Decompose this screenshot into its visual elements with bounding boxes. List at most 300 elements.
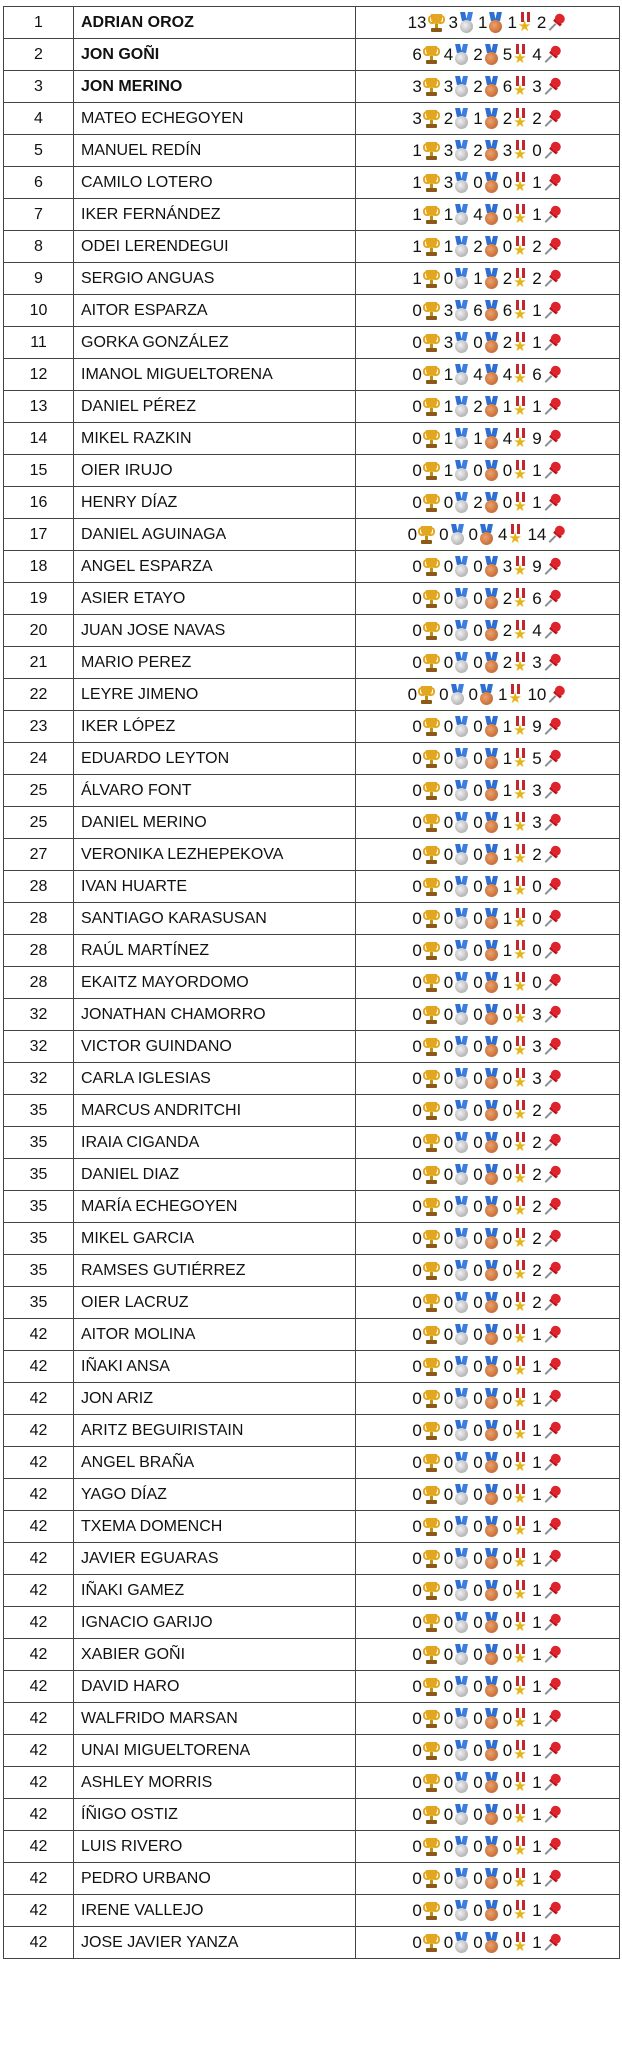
trophy-count-value: 6 xyxy=(412,44,422,64)
medals-cell xyxy=(356,1767,620,1799)
bronze-medal-icon xyxy=(484,1740,499,1762)
military-medal-icon: ★ xyxy=(513,236,528,258)
bronze-count-value: 0 xyxy=(473,1356,483,1376)
trophy-icon xyxy=(423,1037,440,1057)
military-medal-icon: ★ xyxy=(513,1868,528,1890)
military-count xyxy=(503,332,528,354)
bronze-count xyxy=(473,1900,498,1922)
military-count-value: 0 xyxy=(502,1900,513,1920)
trophy-count-value: 0 xyxy=(412,332,422,352)
bronze-count xyxy=(473,1932,498,1954)
pin-count xyxy=(532,1901,562,1921)
military-count xyxy=(503,1580,528,1602)
military-count xyxy=(503,1356,528,1378)
silver-count-value: 0 xyxy=(443,1324,454,1344)
bronze-count-value: 0 xyxy=(473,1836,483,1856)
military-count-value: 0 xyxy=(502,492,513,512)
player-name-cell: ARITZ BEGUIRISTAIN xyxy=(74,1415,356,1447)
pushpin-icon xyxy=(543,909,563,929)
silver-medal-icon xyxy=(454,1612,469,1634)
silver-count-value: 0 xyxy=(443,1676,454,1696)
bronze-count xyxy=(473,1772,498,1794)
bronze-count xyxy=(473,1068,498,1090)
pin-count-value: 1 xyxy=(532,492,542,512)
trophy-icon xyxy=(423,301,440,321)
military-count-value: 0 xyxy=(502,1196,513,1216)
trophy-count-value: 0 xyxy=(412,492,422,512)
silver-count xyxy=(444,44,469,66)
pin-count-value: 1 xyxy=(532,1516,542,1536)
table-row xyxy=(4,1767,620,1799)
pin-count xyxy=(532,589,562,609)
silver-count-value: 0 xyxy=(443,1580,454,1600)
military-count-value: 1 xyxy=(502,940,513,960)
military-count xyxy=(503,300,528,322)
trophy-icon xyxy=(423,1133,440,1153)
table-row xyxy=(4,103,620,135)
bronze-medal-icon xyxy=(484,236,499,258)
silver-medal-icon xyxy=(454,716,469,738)
bronze-count-value: 0 xyxy=(473,1164,483,1184)
silver-count-value: 0 xyxy=(443,1804,454,1824)
trophy-count xyxy=(412,813,439,833)
military-count xyxy=(503,1708,528,1730)
trophy-icon xyxy=(423,1229,440,1249)
military-medal-icon: ★ xyxy=(513,1004,528,1026)
pin-count-value: 1 xyxy=(532,1612,542,1632)
trophy-count xyxy=(412,1037,439,1057)
military-count-value: 1 xyxy=(502,748,513,768)
rank-cell: 42 xyxy=(4,1703,74,1735)
military-count xyxy=(503,620,528,642)
table-row xyxy=(4,1095,620,1127)
medals-cell xyxy=(356,1223,620,1255)
military-count xyxy=(503,1932,528,1954)
military-medal-icon: ★ xyxy=(513,332,528,354)
military-medal-icon: ★ xyxy=(513,1708,528,1730)
pin-count-value: 1 xyxy=(532,1740,542,1760)
silver-medal-icon xyxy=(454,428,469,450)
silver-count xyxy=(444,620,469,642)
player-name-cell: YAGO DÍAZ xyxy=(74,1479,356,1511)
bronze-medal-icon xyxy=(484,812,499,834)
military-medal-icon: ★ xyxy=(513,588,528,610)
military-count-value: 5 xyxy=(502,44,513,64)
trophy-count xyxy=(412,141,439,161)
pin-count xyxy=(532,1581,562,1601)
table-row xyxy=(4,679,620,711)
player-name-cell: DANIEL DIAZ xyxy=(74,1159,356,1191)
silver-count xyxy=(444,460,469,482)
bronze-medal-icon xyxy=(484,1676,499,1698)
player-name-cell: OIER LACRUZ xyxy=(74,1287,356,1319)
medals-cell xyxy=(356,1639,620,1671)
military-count-value: 0 xyxy=(502,1644,513,1664)
military-medal-icon: ★ xyxy=(508,684,523,706)
trophy-icon xyxy=(423,1549,440,1569)
player-name-cell: DANIEL AGUINAGA xyxy=(74,519,356,551)
medals-cell xyxy=(356,1479,620,1511)
military-count-value: 4 xyxy=(502,428,513,448)
trophy-count-value: 0 xyxy=(412,620,422,640)
military-count-value: 0 xyxy=(502,172,513,192)
silver-count xyxy=(444,204,469,226)
silver-count xyxy=(444,556,469,578)
bronze-medal-icon xyxy=(484,300,499,322)
pin-count-value: 2 xyxy=(532,1100,542,1120)
medals-cell xyxy=(356,1927,620,1959)
player-name-cell: VERONIKA LEZHEPEKOVA xyxy=(74,839,356,871)
rank-cell: 22 xyxy=(4,679,74,711)
bronze-count-value: 0 xyxy=(473,1004,483,1024)
rank-cell: 42 xyxy=(4,1767,74,1799)
trophy-count xyxy=(412,77,439,97)
military-medal-icon: ★ xyxy=(513,396,528,418)
bronze-medal-icon xyxy=(484,780,499,802)
silver-medal-icon xyxy=(454,1388,469,1410)
military-medal-icon: ★ xyxy=(508,524,523,546)
military-count-value: 1 xyxy=(502,780,513,800)
silver-count-value: 0 xyxy=(443,1036,454,1056)
bronze-count-value: 0 xyxy=(473,1452,483,1472)
silver-count-value: 1 xyxy=(443,236,454,256)
medals-cell xyxy=(356,551,620,583)
silver-count-value: 3 xyxy=(443,76,454,96)
military-medal-icon: ★ xyxy=(513,1356,528,1378)
silver-medal-icon xyxy=(454,204,469,226)
trophy-icon xyxy=(423,1901,440,1921)
bronze-medal-icon xyxy=(484,1644,499,1666)
table-row xyxy=(4,839,620,871)
bronze-medal-icon xyxy=(484,1612,499,1634)
medals-cell xyxy=(356,423,620,455)
player-name-cell: ODEI LERENDEGUI xyxy=(74,231,356,263)
bronze-count xyxy=(473,780,498,802)
trophy-count xyxy=(412,1421,439,1441)
silver-count xyxy=(444,844,469,866)
military-count-value: 0 xyxy=(502,1420,513,1440)
rank-cell: 9 xyxy=(4,263,74,295)
player-name-cell: EKAITZ MAYORDOMO xyxy=(74,967,356,999)
pushpin-icon xyxy=(543,1389,563,1409)
rank-cell: 13 xyxy=(4,391,74,423)
trophy-icon xyxy=(423,1101,440,1121)
bronze-count xyxy=(473,940,498,962)
ranking-table xyxy=(3,6,620,1959)
military-medal-icon: ★ xyxy=(513,716,528,738)
rank-cell: 42 xyxy=(4,1735,74,1767)
rank-cell: 42 xyxy=(4,1671,74,1703)
trophy-count xyxy=(412,1645,439,1665)
silver-count-value: 0 xyxy=(443,1292,454,1312)
rank-cell: 27 xyxy=(4,839,74,871)
pin-count-value: 1 xyxy=(532,1452,542,1472)
trophy-count xyxy=(412,1005,439,1025)
trophy-count xyxy=(412,1261,439,1281)
player-name-cell: SERGIO ANGUAS xyxy=(74,263,356,295)
table-row xyxy=(4,39,620,71)
medals-cell xyxy=(356,231,620,263)
pin-count-value: 10 xyxy=(527,684,547,704)
silver-count xyxy=(444,300,469,322)
pushpin-icon xyxy=(543,717,563,737)
bronze-count-value: 0 xyxy=(473,940,483,960)
silver-medal-icon xyxy=(454,652,469,674)
medals-cell xyxy=(356,647,620,679)
trophy-count-value: 0 xyxy=(412,1004,422,1024)
pushpin-icon xyxy=(543,1133,563,1153)
military-count xyxy=(503,1836,528,1858)
player-name-cell: ANGEL BRAÑA xyxy=(74,1447,356,1479)
silver-count-value: 1 xyxy=(443,396,454,416)
trophy-count xyxy=(412,589,439,609)
medals-cell xyxy=(356,839,620,871)
military-medal-icon: ★ xyxy=(513,460,528,482)
trophy-count-value: 0 xyxy=(412,396,422,416)
trophy-count-value: 0 xyxy=(412,556,422,576)
bronze-count-value: 0 xyxy=(473,1612,483,1632)
bronze-count-value: 0 xyxy=(473,1548,483,1568)
trophy-count xyxy=(412,717,439,737)
medals-cell xyxy=(356,1191,620,1223)
silver-count xyxy=(444,1004,469,1026)
table-row xyxy=(4,807,620,839)
medals-cell xyxy=(356,1895,620,1927)
bronze-medal-icon xyxy=(479,684,494,706)
bronze-medal-icon xyxy=(484,44,499,66)
trophy-count xyxy=(412,1613,439,1633)
pin-count xyxy=(532,141,562,161)
pushpin-icon xyxy=(543,1165,563,1185)
bronze-count-value: 0 xyxy=(473,1132,483,1152)
pin-count-value: 3 xyxy=(532,652,542,672)
pin-count-value: 2 xyxy=(532,1196,542,1216)
pin-count xyxy=(532,941,562,961)
table-row xyxy=(4,1351,620,1383)
trophy-count-value: 0 xyxy=(412,1900,422,1920)
medals-cell xyxy=(356,135,620,167)
trophy-count xyxy=(412,621,439,641)
table-row xyxy=(4,359,620,391)
bronze-count-value: 6 xyxy=(473,300,483,320)
silver-count xyxy=(444,1644,469,1666)
table-row xyxy=(4,1831,620,1863)
bronze-count-value: 0 xyxy=(473,172,483,192)
bronze-medal-icon xyxy=(484,396,499,418)
military-medal-icon: ★ xyxy=(513,1772,528,1794)
trophy-icon xyxy=(428,13,445,33)
pin-count xyxy=(532,621,562,641)
player-name-cell: JUAN JOSE NAVAS xyxy=(74,615,356,647)
silver-count-value: 2 xyxy=(443,108,454,128)
player-name-cell: MIKEL GARCIA xyxy=(74,1223,356,1255)
trophy-count-value: 0 xyxy=(412,812,422,832)
player-name-cell: EDUARDO LEYTON xyxy=(74,743,356,775)
pin-count xyxy=(532,1709,562,1729)
pin-count-value: 3 xyxy=(532,1036,542,1056)
silver-medal-icon xyxy=(454,460,469,482)
military-count-value: 1 xyxy=(502,396,513,416)
military-count xyxy=(503,1068,528,1090)
bronze-count xyxy=(473,1452,498,1474)
trophy-icon xyxy=(423,1677,440,1697)
bronze-count-value: 0 xyxy=(473,1324,483,1344)
military-medal-icon: ★ xyxy=(513,300,528,322)
pin-count xyxy=(532,205,562,225)
trophy-icon xyxy=(423,1293,440,1313)
bronze-medal-icon xyxy=(484,172,499,194)
trophy-icon xyxy=(423,589,440,609)
military-count-value: 2 xyxy=(502,620,513,640)
trophy-count-value: 1 xyxy=(412,172,422,192)
military-count-value: 1 xyxy=(502,812,513,832)
table-row xyxy=(4,711,620,743)
bronze-count xyxy=(473,1548,498,1570)
pushpin-icon xyxy=(543,877,563,897)
trophy-icon xyxy=(423,429,440,449)
bronze-count xyxy=(473,652,498,674)
pin-count xyxy=(532,1869,562,1889)
medals-cell xyxy=(356,1511,620,1543)
pin-count xyxy=(532,1837,562,1857)
silver-count xyxy=(444,972,469,994)
bronze-count-value: 0 xyxy=(473,556,483,576)
table-row xyxy=(4,1639,620,1671)
pushpin-icon xyxy=(543,397,563,417)
pin-count xyxy=(532,1357,562,1377)
pin-count xyxy=(532,1133,562,1153)
player-name-cell: WALFRIDO MARSAN xyxy=(74,1703,356,1735)
trophy-icon xyxy=(423,109,440,129)
military-count xyxy=(503,1100,528,1122)
rank-cell: 35 xyxy=(4,1255,74,1287)
rank-cell: 15 xyxy=(4,455,74,487)
military-count-value: 0 xyxy=(502,1740,513,1760)
pin-count-value: 3 xyxy=(532,76,542,96)
bronze-count-value: 0 xyxy=(473,1196,483,1216)
bronze-medal-icon xyxy=(484,844,499,866)
silver-medal-icon xyxy=(454,748,469,770)
military-count-value: 0 xyxy=(502,1484,513,1504)
pin-count xyxy=(532,1325,562,1345)
pin-count xyxy=(532,237,562,257)
pushpin-icon xyxy=(543,45,563,65)
military-count xyxy=(503,108,528,130)
silver-medal-icon xyxy=(454,1772,469,1794)
bronze-medal-icon xyxy=(484,748,499,770)
silver-count-value: 0 xyxy=(443,812,454,832)
military-count-value: 0 xyxy=(502,1804,513,1824)
pin-count-value: 2 xyxy=(532,268,542,288)
rank-cell: 42 xyxy=(4,1415,74,1447)
trophy-count xyxy=(412,1805,439,1825)
bronze-count-value: 0 xyxy=(473,1036,483,1056)
pushpin-icon xyxy=(543,1005,563,1025)
rank-cell: 32 xyxy=(4,1063,74,1095)
silver-count-value: 0 xyxy=(443,1516,454,1536)
pushpin-icon xyxy=(543,461,563,481)
pin-count-value: 2 xyxy=(532,108,542,128)
bronze-count-value: 0 xyxy=(473,460,483,480)
military-medal-icon: ★ xyxy=(513,1196,528,1218)
table-row xyxy=(4,775,620,807)
trophy-count xyxy=(412,173,439,193)
rank-cell: 7 xyxy=(4,199,74,231)
trophy-count xyxy=(412,301,439,321)
silver-medal-icon xyxy=(454,1356,469,1378)
military-count-value: 0 xyxy=(502,1708,513,1728)
trophy-count xyxy=(412,781,439,801)
silver-medal-icon xyxy=(454,1932,469,1954)
military-count xyxy=(503,1164,528,1186)
bronze-count xyxy=(473,1100,498,1122)
silver-medal-icon xyxy=(454,236,469,258)
table-row xyxy=(4,1511,620,1543)
silver-count-value: 0 xyxy=(443,748,454,768)
silver-count-value: 1 xyxy=(443,364,454,384)
military-count xyxy=(503,140,528,162)
military-count xyxy=(503,172,528,194)
bronze-count xyxy=(473,844,498,866)
bronze-count xyxy=(473,1164,498,1186)
player-name-cell: HENRY DÍAZ xyxy=(74,487,356,519)
rank-cell: 14 xyxy=(4,423,74,455)
trophy-icon xyxy=(423,1069,440,1089)
rank-cell: 2 xyxy=(4,39,74,71)
silver-count xyxy=(444,268,469,290)
pin-count xyxy=(537,13,567,33)
pushpin-icon xyxy=(543,1101,563,1121)
bronze-count xyxy=(473,588,498,610)
pushpin-icon xyxy=(547,525,567,545)
military-medal-icon: ★ xyxy=(513,108,528,130)
pushpin-icon xyxy=(543,429,563,449)
military-count-value: 0 xyxy=(502,1612,513,1632)
bronze-medal-icon xyxy=(484,1900,499,1922)
trophy-icon xyxy=(423,1261,440,1281)
silver-medal-icon xyxy=(454,1900,469,1922)
trophy-count-value: 0 xyxy=(412,780,422,800)
silver-count xyxy=(439,684,464,706)
pin-count-value: 2 xyxy=(532,236,542,256)
trophy-icon xyxy=(423,877,440,897)
bronze-medal-icon xyxy=(484,1100,499,1122)
bronze-medal-icon xyxy=(484,1420,499,1442)
silver-count-value: 0 xyxy=(443,1740,454,1760)
military-medal-icon: ★ xyxy=(513,1228,528,1250)
military-count xyxy=(503,1612,528,1634)
rank-cell: 35 xyxy=(4,1159,74,1191)
player-name-cell: ÁLVARO FONT xyxy=(74,775,356,807)
pushpin-icon xyxy=(543,1581,563,1601)
trophy-count xyxy=(408,525,435,545)
silver-count-value: 0 xyxy=(443,268,454,288)
military-count-value: 2 xyxy=(502,268,513,288)
military-medal-icon: ★ xyxy=(513,428,528,450)
silver-count xyxy=(444,780,469,802)
bronze-count xyxy=(473,1836,498,1858)
trophy-icon xyxy=(423,1933,440,1953)
rank-cell: 25 xyxy=(4,807,74,839)
rank-cell: 18 xyxy=(4,551,74,583)
player-name-cell: DANIEL MERINO xyxy=(74,807,356,839)
military-medal-icon: ★ xyxy=(513,1612,528,1634)
bronze-medal-icon xyxy=(484,1164,499,1186)
trophy-icon xyxy=(423,1357,440,1377)
military-count xyxy=(503,1676,528,1698)
military-count xyxy=(503,1228,528,1250)
bronze-medal-icon xyxy=(484,332,499,354)
